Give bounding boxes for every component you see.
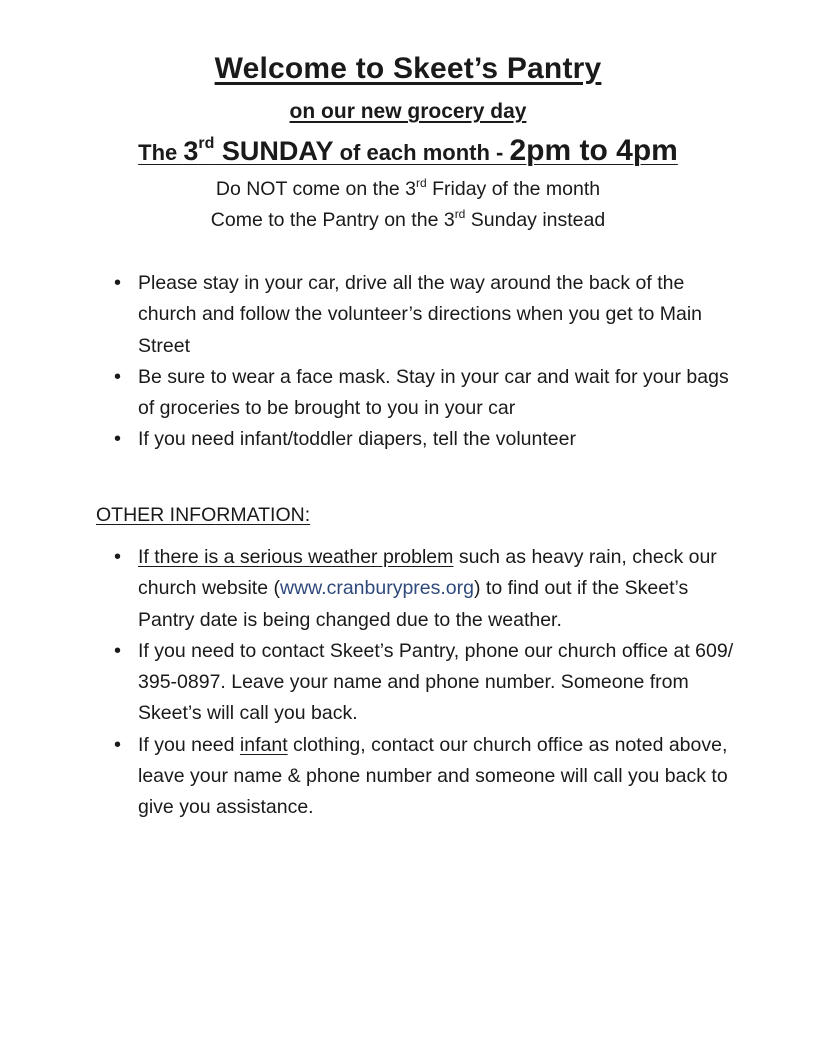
other-information-list <box>138 542 738 824</box>
clothing-text: If you need <box>138 733 240 756</box>
list-item: • Please stay in your car, drive all the way around the back of the church and follow the volunteer’s directions when you get to Main Street <box>138 268 738 362</box>
day-time: 2pm to 4pm <box>509 134 678 167</box>
notice-line-2 <box>0 209 816 232</box>
list-item: • Be sure to wear a face mask. Stay in your car and wait for your bags of groceries to be brought to you in your car <box>138 362 738 425</box>
list-item <box>138 730 738 824</box>
church-website-link[interactable]: www.cranburypres.org <box>279 577 474 600</box>
page-title: Welcome to Skeet’s Pantry <box>214 52 602 85</box>
notice-line-1 <box>0 178 816 201</box>
weather-text: such as heavy rain, check our church website ( <box>138 546 717 600</box>
weather-text-rest: ) to find out if the Skeet’s Pantry date is being changed due to the weather. <box>138 577 689 631</box>
weather-problem-text: If there is a serious weather problem <box>138 546 454 568</box>
notice-line-1-rest: Friday of the month <box>426 178 601 200</box>
list-item: • If you need infant/toddler diapers, tell the volunteer <box>138 424 738 455</box>
day-ordinal: rd <box>198 135 215 152</box>
notice-line-2-rest: Sunday instead <box>465 209 606 231</box>
page-subtitle: on our new grocery day <box>289 100 527 123</box>
other-information-heading: OTHER INFORMATION: <box>96 504 311 526</box>
day-the: The <box>138 140 184 165</box>
grocery-day-line <box>0 134 816 168</box>
notice-line-1-text: Do NOT come on the 3 <box>215 178 417 200</box>
notice-line-2-text: Come to the Pantry on the 3 <box>210 209 455 231</box>
day-sunday: SUNDAY <box>214 136 334 166</box>
notice-line-2-ordinal: rd <box>454 207 466 221</box>
list-item <box>138 542 738 636</box>
list-item: • If you need to contact Skeet’s Pantry, phone our church office at 609/ 395-0897. Leave your name and phone number. Someone from Skeet’s will call you back. <box>138 636 738 730</box>
day-of-month: of each month - <box>333 140 510 165</box>
notice-line-1-ordinal: rd <box>416 176 427 190</box>
instructions-list <box>138 268 738 456</box>
clothing-text-rest: clothing, contact our church office as noted above, leave your name & phone number and someone will call you back to give you assistance. <box>138 733 728 819</box>
day-number: 3 <box>183 136 199 166</box>
infant-text: infant <box>239 733 288 756</box>
